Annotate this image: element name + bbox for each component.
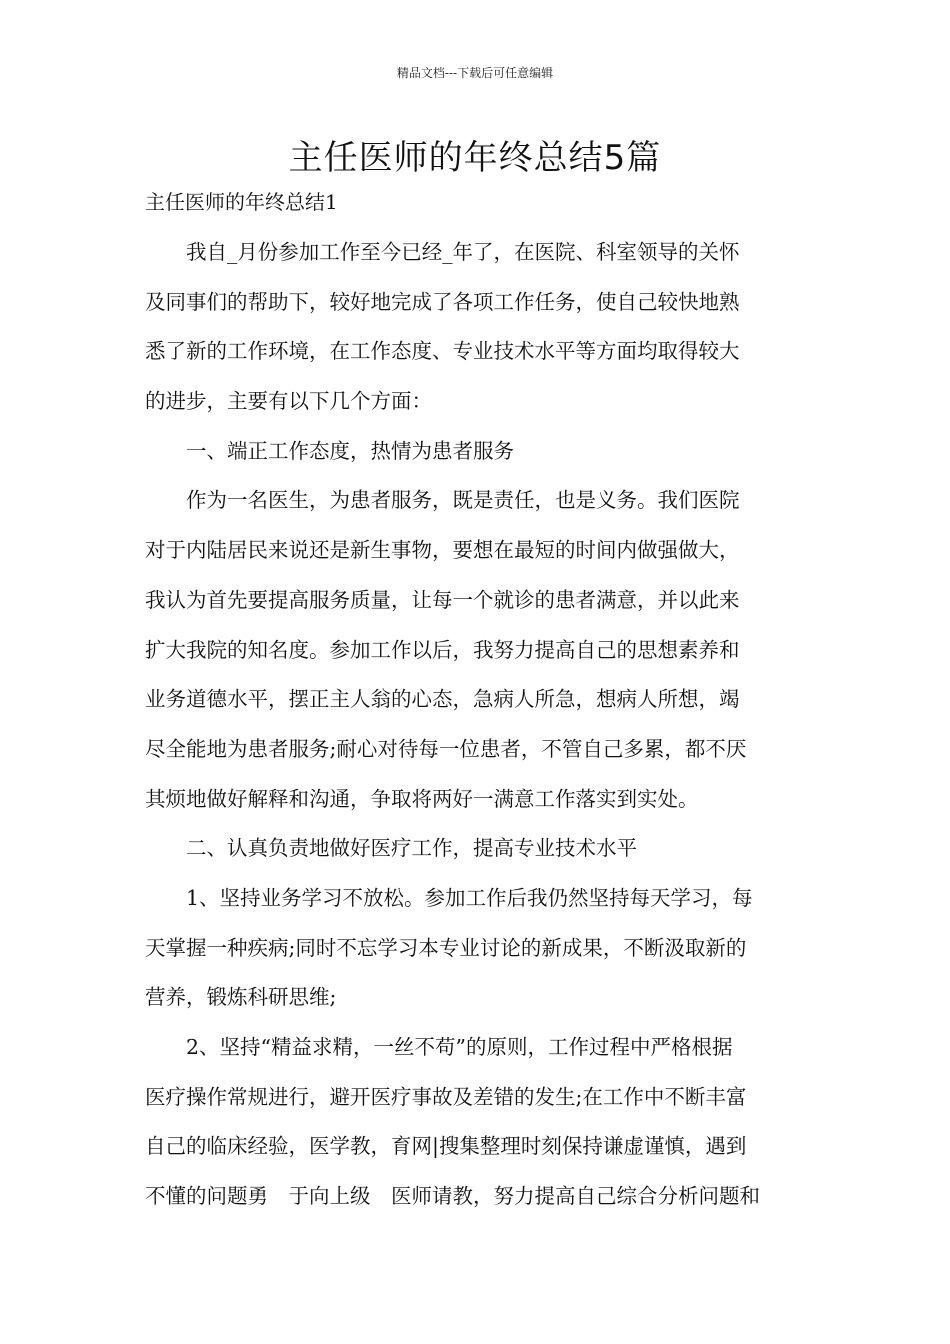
subheading-line: 一、端正工作态度，热情为患者服务 (145, 438, 514, 463)
paragraph-line: 业务道德水平，摆正主人翁的心态，急病人所急，想病人所想，竭 (145, 687, 740, 712)
paragraph-line: 扩大我院的知名度。参加工作以后，我努力提高自己的思想素养和 (145, 637, 740, 662)
header-note: 精品文档---下载后可任意编辑 (396, 66, 554, 80)
paragraph-line: 及同事们的帮助下，较好地完成了各项工作任务，使自己较快地熟 (145, 289, 740, 314)
paragraph-line: 尽全能地为患者服务;耐心对待每一位患者，不管自己多累，都不厌 (145, 736, 747, 761)
body-text (145, 228, 810, 1222)
paragraph-line: 自己的临床经验，医学教，育网|搜集整理时刻保持谦虚谨慎，遇到 (145, 1134, 747, 1159)
paragraph-line: 的进步，主要有以下几个方面： (145, 389, 432, 414)
paragraph-line: 营养，锻炼科研思维; (145, 985, 337, 1010)
section-title: 主任医师的年终总结1 (145, 190, 338, 214)
subheading-line: 二、认真负责地做好医疗工作，提高专业技术水平 (145, 836, 637, 861)
paragraph-line: 我认为首先要提高服务质量，让每一个就诊的患者满意，并以此来 (145, 587, 740, 612)
document-title: 主任医师的年终总结5篇 (288, 138, 662, 178)
paragraph-line: 1、坚持业务学习不放松。参加工作后我仍然坚持每天学习，每 (145, 885, 753, 910)
paragraph-line: 其烦地做好解释和沟通，争取将两好一满意工作落实到实处。 (145, 786, 699, 811)
paragraph-line: 悉了新的工作环境，在工作态度、专业技术水平等方面均取得较大 (145, 339, 740, 364)
paragraph-line: 医疗操作常规进行，避开医疗事故及差错的发生;在工作中不断丰富 (145, 1084, 747, 1109)
paragraph-line: 2、坚持“精益求精，一丝不苟”的原则，工作过程中严格根据 (145, 1035, 733, 1059)
paragraph-line: 不懂的问题勇 于向上级 医师请教，努力提高自己综合分析问题和 (145, 1184, 760, 1209)
paragraph-line: 我自_月份参加工作至今已经_年了，在医院、科室领导的关怀 (145, 240, 740, 264)
paragraph-line: 天掌握一种疾病;同时不忘学习本专业讨论的新成果，不断汲取新的 (145, 935, 747, 960)
paragraph-line: 作为一名医生，为患者服务，既是责任，也是义务。我们医院 (145, 488, 740, 513)
paragraph-line: 对于内陆居民来说还是新生事物，要想在最短的时间内做强做大， (145, 538, 740, 563)
